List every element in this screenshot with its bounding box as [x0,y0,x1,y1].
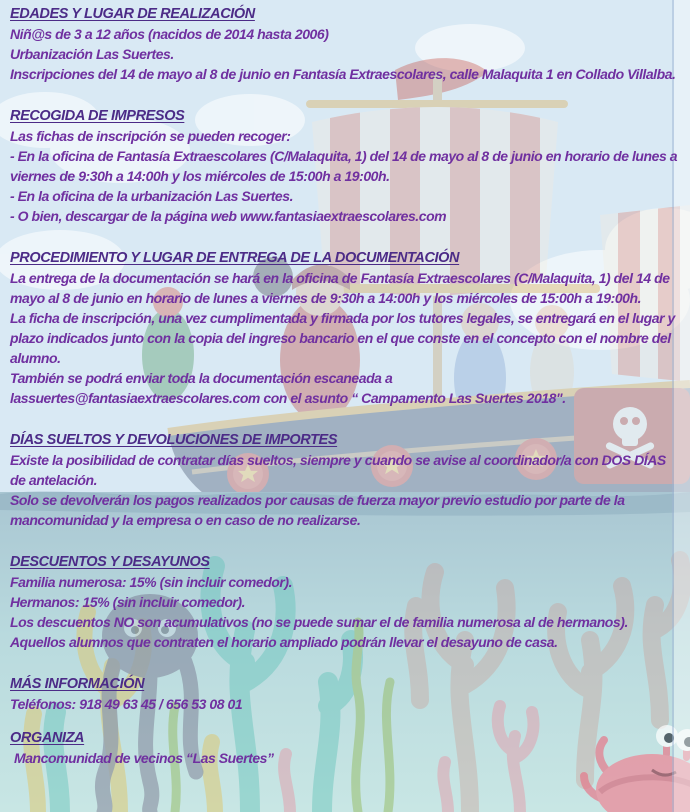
section-heading: MÁS INFORMACIÓN [10,676,145,692]
paragraph: La ficha de inscripción, una vez cumplimentada y firmada por los tutores legales, se entregará en el lugar y plazo indicados junto con la copia del ingreso bancario en el que conste en el concepto con el nombre del alumno. [10,310,675,366]
paragraph: lassuertes@fantasiaextraescolares.com con el asunto “ Campamento Las Suertes 2018". [10,390,566,406]
paragraph: - O bien, descargar de la página web www.fantasiaextraescolares.com [10,208,447,224]
paragraph: - En la oficina de la urbanización Las Suertes. [10,188,294,204]
paragraph: Las fichas de inscripción se pueden recoger: [10,128,291,144]
paragraph: Solo se devolverán los pagos realizados por causas de fuerza mayor previo estudio por parte de la mancomunidad y la empresa o en caso de no realizarse. [10,492,625,528]
paragraph: Niñ@s de 3 a 12 años (nacidos de 2014 hasta 2006) [10,26,329,42]
paragraph: Urbanización Las Suertes. [10,46,174,62]
paragraph: Los descuentos NO son acumulativos (no se puede sumar el de familia numerosa al de hermanos). [10,614,628,630]
section-heading: RECOGIDA DE IMPRESOS [10,108,185,124]
paragraph: Mancomunidad de vecinos “Las Suertes” [14,750,274,766]
section-heading: DESCUENTOS Y DESAYUNOS [10,554,210,570]
section-descuentos [10,552,682,652]
paragraph: - En la oficina de Fantasía Extraescolares (C/Malaquita, 1) del 14 de mayo al 8 de junio en horario de lunes a viernes de 9:30h a 14:00h y los miércoles de 15:00h a 19:00h. [10,148,678,184]
section-heading: ORGANIZA [10,730,85,746]
section-procedimiento [10,248,682,408]
section-heading: EDADES Y LUGAR DE REALIZACIÓN [10,6,255,22]
section-dias-sueltos [10,430,682,530]
section-heading: DÍAS SUELTOS Y DEVOLUCIONES DE IMPORTES [10,432,338,448]
paragraph: La entrega de la documentación se hará en la oficina de Fantasía Extraescolares (C/Malaquita, 1) del 14 de mayo al 8 de junio en horario de lunes a viernes de 9:30h a 14:00h y los miércoles de 15:00h a 19:00h. [10,270,670,306]
section-organiza [10,728,682,768]
paragraph: Aquellos alumnos que contraten el horario ampliado podrán llevar el desayuno de casa. [10,634,558,650]
section-edades [10,4,682,84]
paragraph: Existe la posibilidad de contratar días sueltos, siempre y cuando se avise al coordinador/a con DOS DÍAS de antelación. [10,452,666,488]
paragraph: También se podrá enviar toda la documentación escaneada a [10,370,393,386]
section-mas-informacion [10,674,682,714]
paragraph: Familia numerosa: 15% (sin incluir comedor). [10,574,293,590]
paragraph: Hermanos: 15% (sin incluir comedor). [10,594,246,610]
paragraph: Teléfonos: 918 49 63 45 / 656 53 08 01 [10,696,243,712]
paragraph: Inscripciones del 14 de mayo al 8 de junio en Fantasía Extraescolares, calle Malaquita 1 en Collado Villalba. [10,66,676,82]
section-recogida [10,106,682,226]
section-heading: PROCEDIMIENTO Y LUGAR DE ENTREGA DE LA DOCUMENTACIÓN [10,250,460,266]
